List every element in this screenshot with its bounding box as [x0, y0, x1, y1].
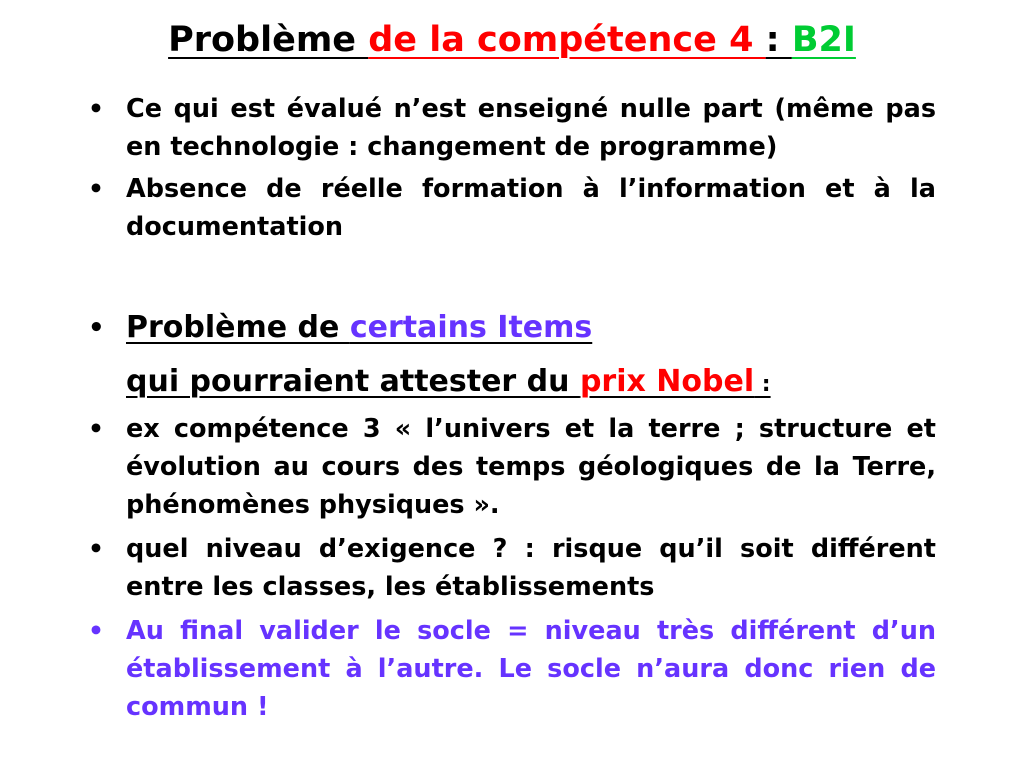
subheading-text-2 — [88, 362, 936, 405]
list-item — [88, 530, 936, 606]
title-part-problem: Problème — [168, 20, 369, 60]
subheading-prefix-1: Problème de — [126, 310, 350, 345]
subheading-text-1 — [88, 308, 936, 348]
bullet-text: Ce qui est évalué n’est enseigné nulle part (même pas en technologie : changement de programme) — [126, 94, 936, 162]
bullet-icon: • — [88, 616, 104, 645]
subheading-suffix-2: : — [754, 372, 771, 397]
bullet-icon: • — [88, 174, 104, 203]
title-part-colon: : — [765, 20, 792, 60]
bullet-text: Au final valider le socle = niveau très différent d’un établissement à l’autre. Le socle n’aura donc rien de commun ! — [126, 616, 936, 722]
subheading-line-2 — [88, 362, 936, 405]
title-part-b2i: B2I — [791, 20, 856, 60]
bullet-icon: • — [88, 94, 104, 123]
list-item — [88, 410, 936, 524]
bullet-text: Absence de réelle formation à l’information et à la documentation — [126, 174, 936, 242]
bullet-icon: • — [88, 414, 104, 443]
bullet-icon: • — [88, 313, 105, 343]
slide-title — [0, 10, 1024, 70]
bullet-icon: • — [88, 534, 104, 563]
subheading-prefix-2: qui pourraient attester du — [126, 364, 580, 399]
list-item — [88, 612, 936, 726]
subheading-highlight-items: certains Items — [349, 310, 593, 345]
bullet-text: quel niveau d’exigence ? : risque qu’il soit différent entre les classes, les établissements — [126, 534, 936, 602]
list-item — [88, 170, 936, 246]
subheading-line-1 — [88, 308, 936, 348]
bullet-text: ex compétence 3 « l’univers et la terre ; structure et évolution au cours des temps géologiques de la Terre, phénomènes physiques ». — [126, 414, 936, 520]
top-bullet-list — [88, 90, 936, 250]
bottom-bullet-list — [88, 410, 936, 732]
subheading-highlight-nobel: prix Nobel — [579, 364, 755, 399]
title-part-competence: de la compétence 4 — [368, 20, 766, 60]
list-item — [88, 90, 936, 166]
